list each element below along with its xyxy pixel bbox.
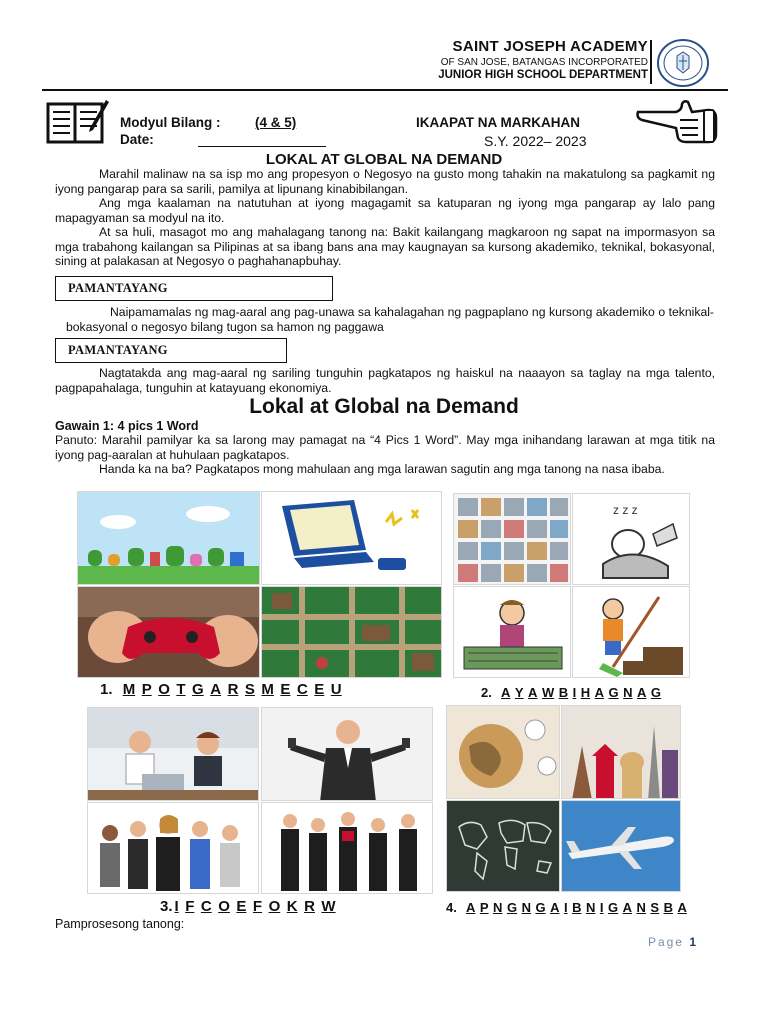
puzzle-letter: A (210, 681, 222, 698)
standard-paragraph-2: Nagtatakda ang mag-aaral ng sariling tunguhin pagkatapos ng haiskul na naaayon sa taglay na mga talento, pagpapahalaga, tunguhin at katayuang ekonomiya. (55, 366, 715, 395)
puzzle-letter: B (663, 900, 673, 915)
business-team-icon (262, 803, 433, 894)
puzzle-letter: G (535, 900, 546, 915)
puzzle-letter: G (650, 685, 662, 700)
standard-paragraph-1: Naipamamalas ng mag-aaral ang pag-unawa sa kahalagahan ng pagpaplano ng kursong akademiko o teknikal-bokasyonal o negosyo bilang tugon sa hamon ng paggawa (66, 305, 714, 334)
puzzle-letter: N (636, 900, 646, 915)
puzzle-letter: F (252, 898, 263, 915)
puzzle-letter: E (236, 898, 247, 915)
puzzle2-number: 2. (481, 685, 492, 700)
puzzle-letter: A (622, 900, 633, 915)
girl-sweeping-icon (573, 587, 690, 678)
puzzle-letter: S (244, 681, 255, 698)
page-title: LOKAL AT GLOBAL NA DEMAND (265, 151, 503, 168)
puzzle4-number: 4. (446, 900, 457, 915)
puzzle-letter: K (286, 898, 298, 915)
puzzle-letter: I (572, 685, 577, 700)
puzzle-letter: A (500, 685, 511, 700)
school-department: JUNIOR HIGH SCHOOL DEPARTMENT (438, 69, 648, 81)
header-rule (42, 89, 728, 91)
puzzle-letter: W (541, 685, 555, 700)
puzzle-letter: G (506, 900, 518, 915)
puzzle-letter: E (314, 681, 325, 698)
puzzle-letter: A (637, 685, 647, 700)
svg-text:z z z: z z z (613, 503, 638, 517)
airplane-icon (562, 801, 681, 892)
puzzle-letter: E (280, 681, 291, 698)
puzzle-letter: W (321, 898, 336, 915)
puzzle-letter: A (550, 900, 560, 915)
standard-text-1 (66, 305, 714, 334)
puzzle-letter: C (296, 681, 308, 698)
puzzle2-image-tired-person (572, 493, 690, 585)
tired-person-icon (573, 494, 690, 585)
puzzle-letter: N (521, 900, 531, 915)
standard-label-2: PAMANTAYANG (55, 338, 287, 363)
intro-paragraph-1: Marahil malinaw na sa isp mo ang propesyon o Negosyo na gusto mong tahakin na makatulong sa pagkamit ng iyong pangarap para sa sarili, pamilya at lipunang kinabibilangan. (55, 167, 715, 196)
puzzle-letter: R (227, 681, 239, 698)
puzzle-letter: O (218, 898, 230, 915)
puzzle-letter: C (200, 898, 212, 915)
puzzle-letter: S (650, 900, 660, 915)
globe-icon (447, 706, 560, 799)
puzzle4-image-world-map (446, 800, 560, 892)
puzzle-letter: I (174, 898, 179, 915)
puzzle3-image-team-group (87, 802, 259, 894)
puzzle3-image-business-team (261, 802, 433, 894)
team-group-icon (88, 803, 259, 894)
puzzle-letter: F (185, 898, 195, 915)
boy-cleaning-icon (454, 587, 571, 678)
computer-cartoon-icon (262, 492, 442, 585)
puzzle4-answer (446, 900, 691, 915)
quarter-label: IKAAPAT NA MARKAHAN (416, 115, 580, 130)
page-footer (648, 935, 696, 949)
intro-text (55, 167, 715, 269)
modyul-label: Modyul Bilang : (120, 115, 221, 130)
instructions-paragraph-1: Panuto: Marahil pamilyar ka sa larong may pamagat na “4 Pics 1 Word”. May mga inihandang larawan at mga titik na iyong pag-aaralan at huhulaan pagkatapos. (55, 433, 715, 462)
puzzle1-image-controller (77, 586, 260, 678)
puzzle-letter: P (141, 681, 152, 698)
puzzle1-image-game-landscape (77, 491, 260, 585)
modyul-value: (4 & 5) (255, 115, 297, 130)
chores-grid-icon (454, 494, 571, 585)
puzzle-letter: B (572, 900, 582, 915)
office-workers-icon (88, 708, 259, 801)
puzzle-letter: U (330, 681, 342, 698)
puzzle-letter: N (585, 900, 596, 915)
puzzle-letter: M (261, 681, 274, 698)
puzzle1-image-game-map (261, 586, 442, 678)
puzzle-letter: B (558, 685, 569, 700)
puzzle-letter: N (493, 900, 503, 915)
puzzle-letter: G (608, 900, 619, 915)
puzzle-letter: A (677, 900, 687, 915)
pointing-hand-icon (636, 98, 720, 144)
header-divider (650, 40, 652, 84)
puzzle-letter: O (268, 898, 281, 915)
date-blank-line (198, 146, 326, 147)
puzzle3-image-office-workers (87, 707, 259, 801)
puzzle2-image-boy-cleaning (453, 586, 571, 678)
standard-label-1: PAMANTAYANG (55, 276, 333, 301)
book-pen-icon (46, 96, 110, 150)
puzzle-letter: H (580, 685, 591, 700)
activity-instructions (55, 433, 715, 477)
puzzle-letter: Y (514, 685, 524, 700)
school-name: SAINT JOSEPH ACADEMY (452, 38, 648, 55)
puzzle4-image-globe (446, 705, 560, 799)
puzzle3-image-businessman (261, 707, 433, 801)
puzzle3-number: 3. (160, 898, 173, 915)
puzzle2-answer (481, 685, 666, 700)
puzzle-letter: I (563, 900, 568, 915)
puzzle-letter: A (465, 900, 476, 915)
process-questions-label: Pamprosesong tanong: (55, 917, 185, 931)
puzzle-letter: G (192, 681, 204, 698)
puzzle-letter: I (599, 900, 604, 915)
puzzle-letter: A (594, 685, 605, 700)
world-map-icon (447, 801, 560, 892)
puzzle-letter: T (176, 681, 186, 698)
puzzle-letter: O (158, 681, 170, 698)
puzzle1-answer (100, 681, 348, 698)
puzzle2-image-chores-grid (453, 493, 571, 585)
puzzle-letter: P (479, 900, 489, 915)
puzzle-letter: R (304, 898, 315, 915)
game-controller-icon (78, 587, 260, 678)
puzzle3-answer (160, 898, 342, 915)
page-number: 1 (689, 935, 696, 949)
puzzle1-number: 1. (100, 681, 113, 698)
puzzle1-image-computer (261, 491, 442, 585)
puzzle2-image-girl-sweeping (572, 586, 690, 678)
page-word: Page (647, 935, 684, 949)
puzzle-letter: N (623, 685, 633, 700)
school-location: OF SAN JOSE, BATANGAS INCORPORATED (440, 57, 648, 68)
world-landmarks-icon (562, 706, 681, 799)
activity-title: Gawain 1: 4 pics 1 Word (55, 419, 199, 433)
school-year: S.Y. 2022– 2023 (484, 133, 587, 149)
school-seal-icon (656, 38, 710, 88)
instructions-paragraph-2: Handa ka na ba? Pagkatapos mong mahulaan ang mga larawan sagutin ang mga tanong na nasa ibaba. (99, 462, 665, 476)
puzzle4-image-world-landmarks (561, 705, 681, 799)
date-label: Date: (120, 132, 154, 147)
standard-text-2 (55, 366, 715, 395)
puzzle4-image-airplane (561, 800, 681, 892)
game-map-icon (262, 587, 442, 678)
puzzle-letter: M (122, 681, 136, 698)
businessman-icon (262, 708, 433, 801)
game-landscape-icon (78, 492, 260, 585)
puzzle-letter: G (608, 685, 619, 700)
intro-paragraph-2: Ang mga kaalaman na natutuhan at iyong magagamit sa katuparan ng iyong mga pangarap ay lalo pang mapagyaman sa modyul na ito. (55, 196, 715, 225)
intro-paragraph-3: At sa huli, masagot mo ang mahalagang tanong na: Bakit kailangang magkaroon ng sapat na impormasyon sa mga trabahong kailangan sa Pilipinas at sa ibang bans ana may kaugnayan sa kursong akademiko, teknikal, bokasyonal, sining at palakasan at Negosyo o paghahanapbuhay. (55, 225, 715, 268)
puzzle-letter: A (528, 685, 538, 700)
section-title: Lokal at Global na Demand (249, 395, 519, 418)
